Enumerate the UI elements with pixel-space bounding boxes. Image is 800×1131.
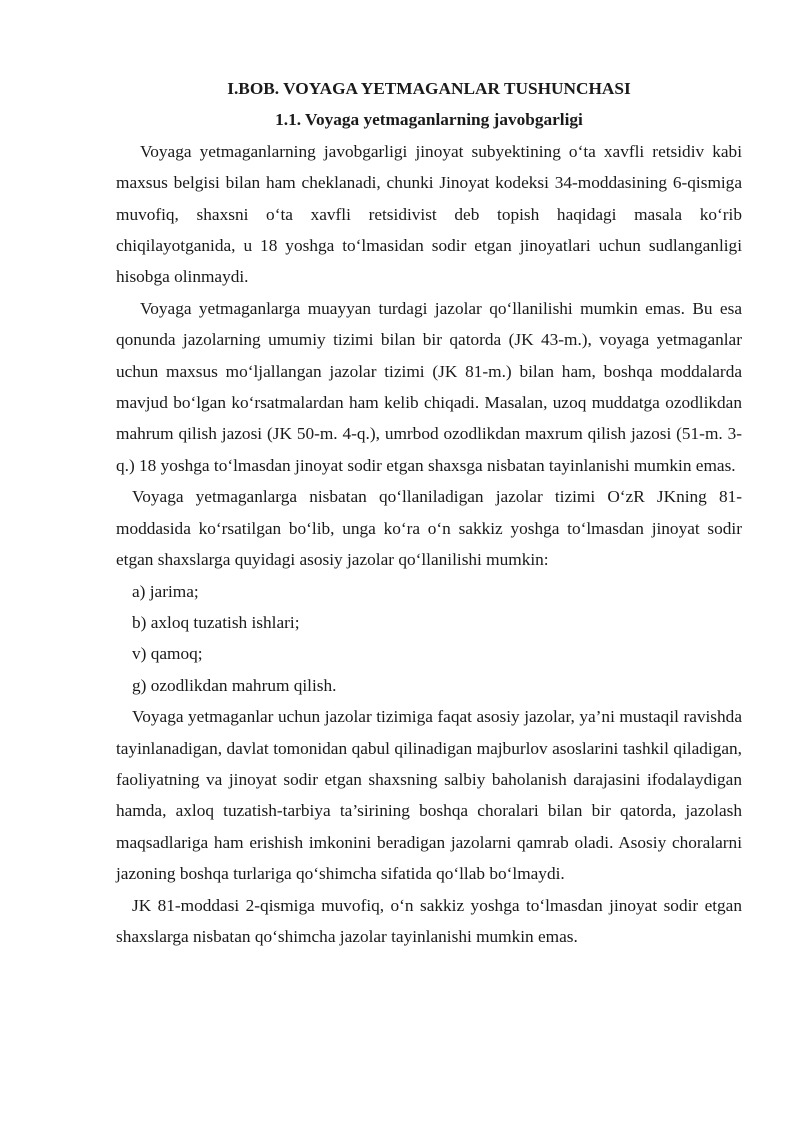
document-body <box>116 73 742 952</box>
chapter-title: I.BOB. VOYAGA YETMAGANLAR TUSHUNCHASI <box>227 79 631 98</box>
punishment-list <box>116 576 742 702</box>
paragraph-1: Voyaga yetmaganlarning javobgarligi jinoyat subyektining o‘ta xavfli retsidiv kabi maxsus belgisi bilan ham cheklanadi, chunki Jinoyat kodeksi 34-moddasining 6-qismiga muvofiq, shaxsni o‘ta xavfli retsidivist deb topish haqidagi masala ko‘rib chiqilayotganida, u 18 yoshga to‘lmasidan sodir etgan jinoyatlari uchun sudlanganligi hisobga olinmaydi. <box>116 141 742 287</box>
section-title: 1.1. Voyaga yetmaganlarning javobgarligi <box>275 110 583 130</box>
list-item-imprisonment: g) ozodlikdan mahrum qilish. <box>132 675 337 695</box>
list-item-correctional-labor: b) axloq tuzatish ishlari; <box>132 612 300 632</box>
paragraph-2: Voyaga yetmaganlarga muayyan turdagi jazolar qo‘llanilishi mumkin emas. Bu esa qonunda jazolarning umumiy tizimi bilan bir qatorda (JK 43-m.), voyaga yetmaganlar uchun maxsus mo‘ljallangan jazolar tizimi (JK 81-m.) bilan ham, boshqa moddalarda mavjud bo‘lgan ko‘rsatmalardan ham kelib chiqadi. Masalan, uzoq muddatga ozodlikdan mahrum qilish jazosi (JK 50-m. 4-q.), umrbod ozodlikdan maxrum qilish jazosi (51-m. 3-q.) 18 yoshga to‘lmasdan jinoyat sodir etgan shaxsga nisbatan tayinlanishi mumkin emas. <box>116 298 742 475</box>
paragraph-3: Voyaga yetmaganlarga nisbatan qo‘llaniladigan jazolar tizimi O‘zR JKning 81-moddasida ko‘rsatilgan bo‘lib, unga ko‘ra o‘n sakkiz yoshga to‘lmasdan jinoyat sodir etgan shaxslarga quyidagi asosiy jazolar qo‘llanilishi mumkin: <box>116 487 742 570</box>
paragraph-4: Voyaga yetmaganlar uchun jazolar tizimiga faqat asosiy jazolar, ya’ni mustaqil ravishda tayinlanadigan, davlat tomonidan qabul qilinadigan majburlov asoslarini tashkil qiladigan, faoliyatning va jinoyat sodir etgan shaxsning salbiy baholanish darajasini ifodalaydigan hamda, axloq tuzatish-tarbiya ta’sirining boshqa choralari bilan bir qatorda, jazolash maqsadlariga ham erishish imkonini beradigan jazolarni qamrab oladi. Asosiy choralarni jazoning boshqa turlariga qo‘shimcha sifatida qo‘llab bo‘lmaydi. <box>116 707 742 884</box>
paragraph-5: JK 81-moddasi 2-qismiga muvofiq, o‘n sakkiz yoshga to‘lmasdan jinoyat sodir etgan shaxslarga nisbatan qo‘shimcha jazolar tayinlanishi mumkin emas. <box>116 895 742 946</box>
list-item-arrest: v) qamoq; <box>132 644 203 664</box>
list-item-fine: a) jarima; <box>132 581 199 601</box>
